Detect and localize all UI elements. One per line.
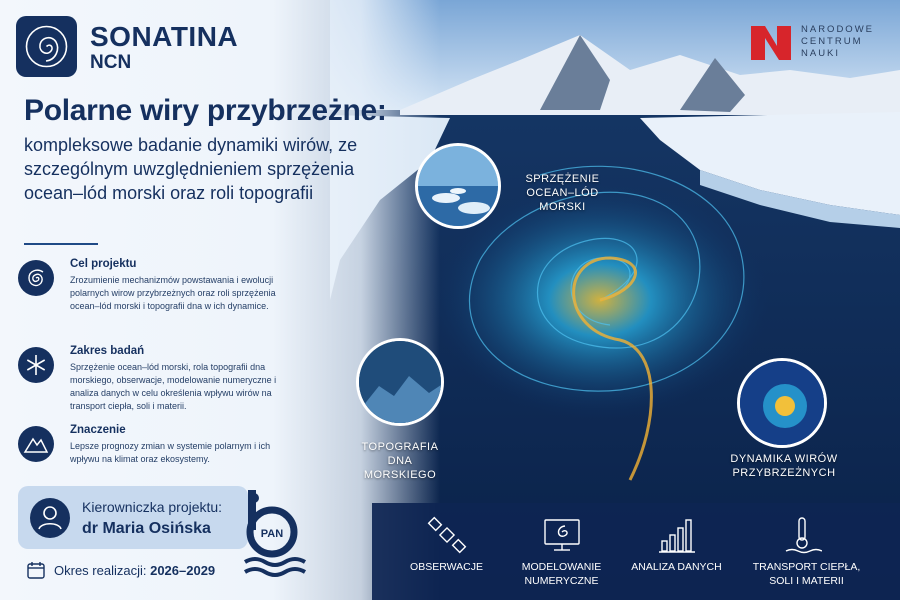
person-icon — [30, 498, 70, 538]
callout-eddy-dynamics-label: DYNAMIKA WIRÓW PRZYBRZEŻNYCH — [730, 453, 838, 479]
ncn-line-1: NARODOWE — [801, 24, 874, 35]
snowflake-icon — [18, 347, 54, 383]
method-data-analysis — [624, 503, 729, 600]
method-modeling — [509, 503, 614, 600]
callout-topography-label: TOPOGRAFIA DNA MORSKIEGO — [361, 441, 439, 481]
project-manager-card — [18, 486, 248, 549]
manager-name: dr Maria Osińska — [82, 520, 211, 537]
ncn-line-3: NAUKI — [801, 48, 841, 59]
manager-label: Kierowniczka projektu: — [82, 499, 223, 515]
info-text: Sprzężenie ocean–lód morski, rola topografii dna morskiego, obserwacje, modelowanie numeryczne i analiza danych w celu określenia wpływu wirów na transport ciepła, soli i materii. — [70, 362, 277, 411]
callout-ice-coupling-image — [415, 143, 501, 229]
thermometer-icon — [782, 515, 822, 555]
brand-name: SONATINA — [90, 21, 239, 52]
method-transport — [749, 503, 864, 600]
method-label: OBSERWACJE — [410, 561, 483, 573]
pan-logo — [240, 490, 310, 585]
spiral-icon — [18, 260, 54, 296]
calendar-icon — [26, 560, 46, 580]
methods-band — [372, 503, 900, 600]
callout-ice-coupling-label: SPRZĘŻENIE OCEAN–LÓD MORSKI — [525, 173, 600, 213]
callout-topography-image — [356, 338, 444, 426]
callout-eddy-dynamics-image — [737, 358, 827, 448]
method-label: TRANSPORT CIEPŁA, SOLI I MATERII — [752, 561, 861, 587]
info-text: Lepsze prognozy zmian w systemie polarnym i ich wpływu na klimat oraz ekosystemy. — [70, 441, 271, 464]
brand-sub: NCN — [90, 52, 132, 73]
info-heading: Znaczenie — [70, 424, 126, 436]
period-label: Okres realizacji: — [54, 563, 147, 578]
ncn-line-2: CENTRUM — [801, 36, 863, 47]
pan-logo-text: PAN — [260, 528, 284, 540]
info-heading: Zakres badań — [70, 345, 145, 357]
ncn-logo — [749, 22, 874, 67]
brand-block — [90, 22, 238, 74]
info-text: Zrozumienie mechanizmów powstawania i ewolucji polarnych wirow przybrzeżnych oraz roli sprzężenia ocean–lód morski i topografii dna w ich dynamice. — [70, 275, 276, 311]
bar-chart-icon — [657, 515, 697, 555]
page-title: Polarne wiry przybrzeżne: — [24, 94, 387, 127]
method-observations — [394, 503, 499, 600]
page-subtitle: kompleksowe badanie dynamiki wirów, ze szczególnym uwzględnieniem sprzężenia ocean–lód morski oraz roli topografii — [24, 135, 358, 203]
info-heading: Cel projektu — [70, 258, 137, 270]
ncn-mark-icon — [749, 22, 793, 62]
sonatina-logo — [16, 16, 77, 77]
method-label: ANALIZA DANYCH — [631, 561, 722, 573]
satellite-icon — [427, 515, 467, 555]
period-value: 2026–2029 — [150, 563, 216, 578]
method-label: MODELOWANIE NUMERYCZNE — [521, 561, 602, 587]
spiral-logo-icon — [16, 16, 77, 77]
mountain-icon — [18, 426, 54, 462]
divider — [24, 243, 98, 245]
monitor-model-icon — [542, 515, 582, 555]
